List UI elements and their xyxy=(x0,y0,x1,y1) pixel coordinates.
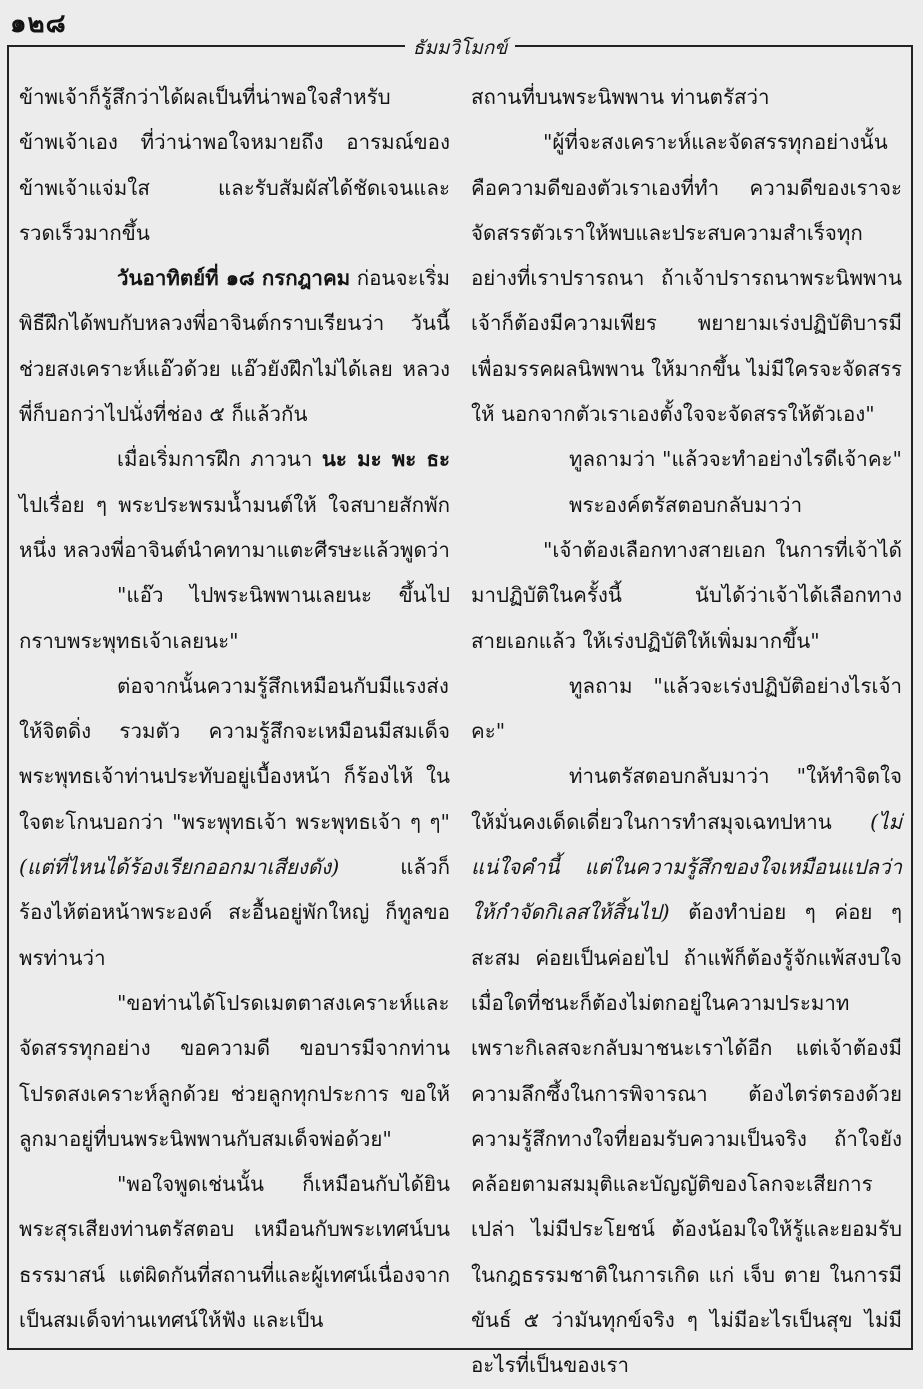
paragraph xyxy=(19,437,450,573)
date-heading: วันอาทิตย์ที่ ๑๘ กรกฎาคม xyxy=(117,266,351,291)
paragraph: "แอ๊ว ไปพระนิพพานเลยนะ ขึ้นไปกราบพระพุทธเจ้าเลยนะ" xyxy=(19,583,450,653)
right-column xyxy=(471,75,902,1389)
paragraph xyxy=(19,664,450,981)
mantra-text: นะ มะ พะ ธะ xyxy=(321,447,450,472)
italic-note: (ไม่แน่ใจคำนี้ แต่ในความรู้สึกของใจเหมือนแปลว่าให้กำจัดกิเลสให้สิ้นไป) xyxy=(471,809,902,925)
paragraph xyxy=(471,754,902,1388)
paragraph-text: ต้องทำบ่อย ๆ ค่อย ๆ สะสม ค่อยเป็นค่อยไป ถ้าแพ้ก็ต้องรู้จักแพ้สงบใจ เมื่อใดที่ชนะก็ต้องไม่ตกอยู่ในความประมาท เพราะกิเลสจะกลับมาชนะเราได้อีก แต่เจ้าต้องมีความลึกซึ้งในการพิจารณา ต้องไตร่ตรองด้วยความรู้สึกทางใจที่ยอมรับความเป็นจริง ถ้าใจยังคล้อยตามสมมุติและบัญญัติของโลกจะเสียการเปล่า ไม่มีประโยชน์ ต้องน้อมใจให้รู้และยอมรับในกฎธรรมชาติในการเกิด แก่ เจ็บ ตาย ในการมีขันธ์ ๕ ว่ามันทุกข์จริง ๆ ไม่มีอะไรเป็นสุข ไม่มีอะไรที่เป็นของเรา xyxy=(471,900,902,1378)
paragraph xyxy=(19,256,450,437)
paragraph-text: แล้วก็ร้องไห้ต่อหน้าพระองค์ สะอื้นอยู่พักใหญ่ ก็ทูลขอพรท่านว่า xyxy=(19,855,450,970)
paragraph: ข้าพเจ้าก็รู้สึกว่าได้ผลเป็นที่น่าพอใจสำหรับข้าพเจ้าเอง ที่ว่าน่าพอใจหมายถึง อารมณ์ของข้าพเจ้าแจ่มใส และรับสัมผัสได้ชัดเจนและรวดเร็วมากขึ้น xyxy=(19,85,450,245)
paragraph-text: ก่อนจะเริ่มพิธีฝึกได้พบกับหลวงพี่อาจินต์กราบเรียนว่า วันนี้ช่วยสงเคราะห์แอ๊วด้วย แอ๊วยังฝึกไม่ได้เลย หลวงพี่ก็บอกว่าไปนั่งที่ช่อง ๕ ก็แล้วกัน xyxy=(19,266,450,427)
paragraph-text: ท่านตรัสตอบกลับมาว่า "ให้ทำจิตใจให้มั่นคงเด็ดเดี่ยวในการทำสมุจเฉทปหาน xyxy=(471,764,902,834)
running-header-wrap xyxy=(9,33,911,63)
running-header: ธัมมวิโมกข์ xyxy=(405,37,516,59)
paragraph: ทูลถามว่า "แล้วจะทำอย่างไรดีเจ้าคะ" xyxy=(569,447,902,472)
paragraph: "ขอท่านได้โปรดเมตตาสงเคราะห์และจัดสรรทุกอย่าง ขอความดี ขอบารมีจากท่านโปรดสงเคราะห์ลูกด้วย ช่วยลูกทุกประการ ขอให้ลูกมาอยู่ที่บนพระนิพพานกับสมเด็จพ่อด้วย" xyxy=(19,990,450,1151)
page-frame xyxy=(7,37,913,1378)
paragraph: สถานที่บนพระนิพพาน ท่านตรัสว่า xyxy=(471,85,770,109)
paragraph-text: ต่อจากนั้นความรู้สึกเหมือนกับมีแรงส่งให้จิตดิ่ง รวมตัว ความรู้สึกจะเหมือนมีสมเด็จพระพุทธเจ้าท่านประทับอยู่เบื้องหน้า ก็ร้องไห้ ในใจตะโกนบอกว่า "พระพุทธเจ้า พระพุทธเจ้า ๆ ๆ" xyxy=(19,673,450,834)
italic-note: (แต่ที่ไหนได้ร้องเรียกออกมาเสียงดัง) xyxy=(19,855,340,880)
paragraph-text: เมื่อเริ่มการฝึก ภาวนา xyxy=(117,447,322,472)
paragraph-text: ไปเรื่อย ๆ พระประพรมน้ำมนต์ให้ ใจสบายสักพักหนึ่ง หลวงพี่อาจินต์นำคทามาแตะศีรษะแล้วพูดว่า xyxy=(19,492,450,562)
paragraph: "เจ้าต้องเลือกทางสายเอก ในการที่เจ้าได้มาปฏิบัติในครั้งนี้ นับได้ว่าเจ้าได้เลือกทางสายเอกแล้ว ให้เร่งปฏิบัติให้เพิ่มมากขึ้น" xyxy=(471,537,902,653)
paragraph: ทูลถาม "แล้วจะเร่งปฏิบัติอย่างไรเจ้าคะ" xyxy=(471,673,902,744)
left-column xyxy=(19,75,450,1343)
page-number: ๑๒๘ xyxy=(10,9,67,39)
paragraph: พระองค์ตรัสตอบกลับมาว่า xyxy=(569,492,803,517)
paragraph: "พอใจพูดเช่นนั้น ก็เหมือนกับได้ยินพระสุรเสียงท่านตรัสตอบ เหมือนกับพระเทศน์บนธรรมาสน์ แต่ผิดกันที่สถานที่และผู้เทศน์เนื่องจากเป็นสมเด็จท่านเทศน์ให้ฟัง และเป็น xyxy=(19,1172,450,1333)
paragraph: "ผู้ที่จะสงเคราะห์และจัดสรรทุกอย่างนั้น คือความดีของตัวเราเองที่ทำ ความดีของเราจะจัดสรรตัวเราให้พบและประสบความสำเร็จทุกอย่างที่เราปรารถนา ถ้าเจ้าปรารถนาพระนิพพาน เจ้าก็ต้องมีความเพียร พยายามเร่งปฏิบัติบารมี เพื่อมรรคผลนิพพาน ให้มากขึ้น ไม่มีใครจะจัดสรรให้ นอกจากตัวเราเองตั้งใจจะจัดสรรให้ตัวเอง" xyxy=(471,130,902,427)
